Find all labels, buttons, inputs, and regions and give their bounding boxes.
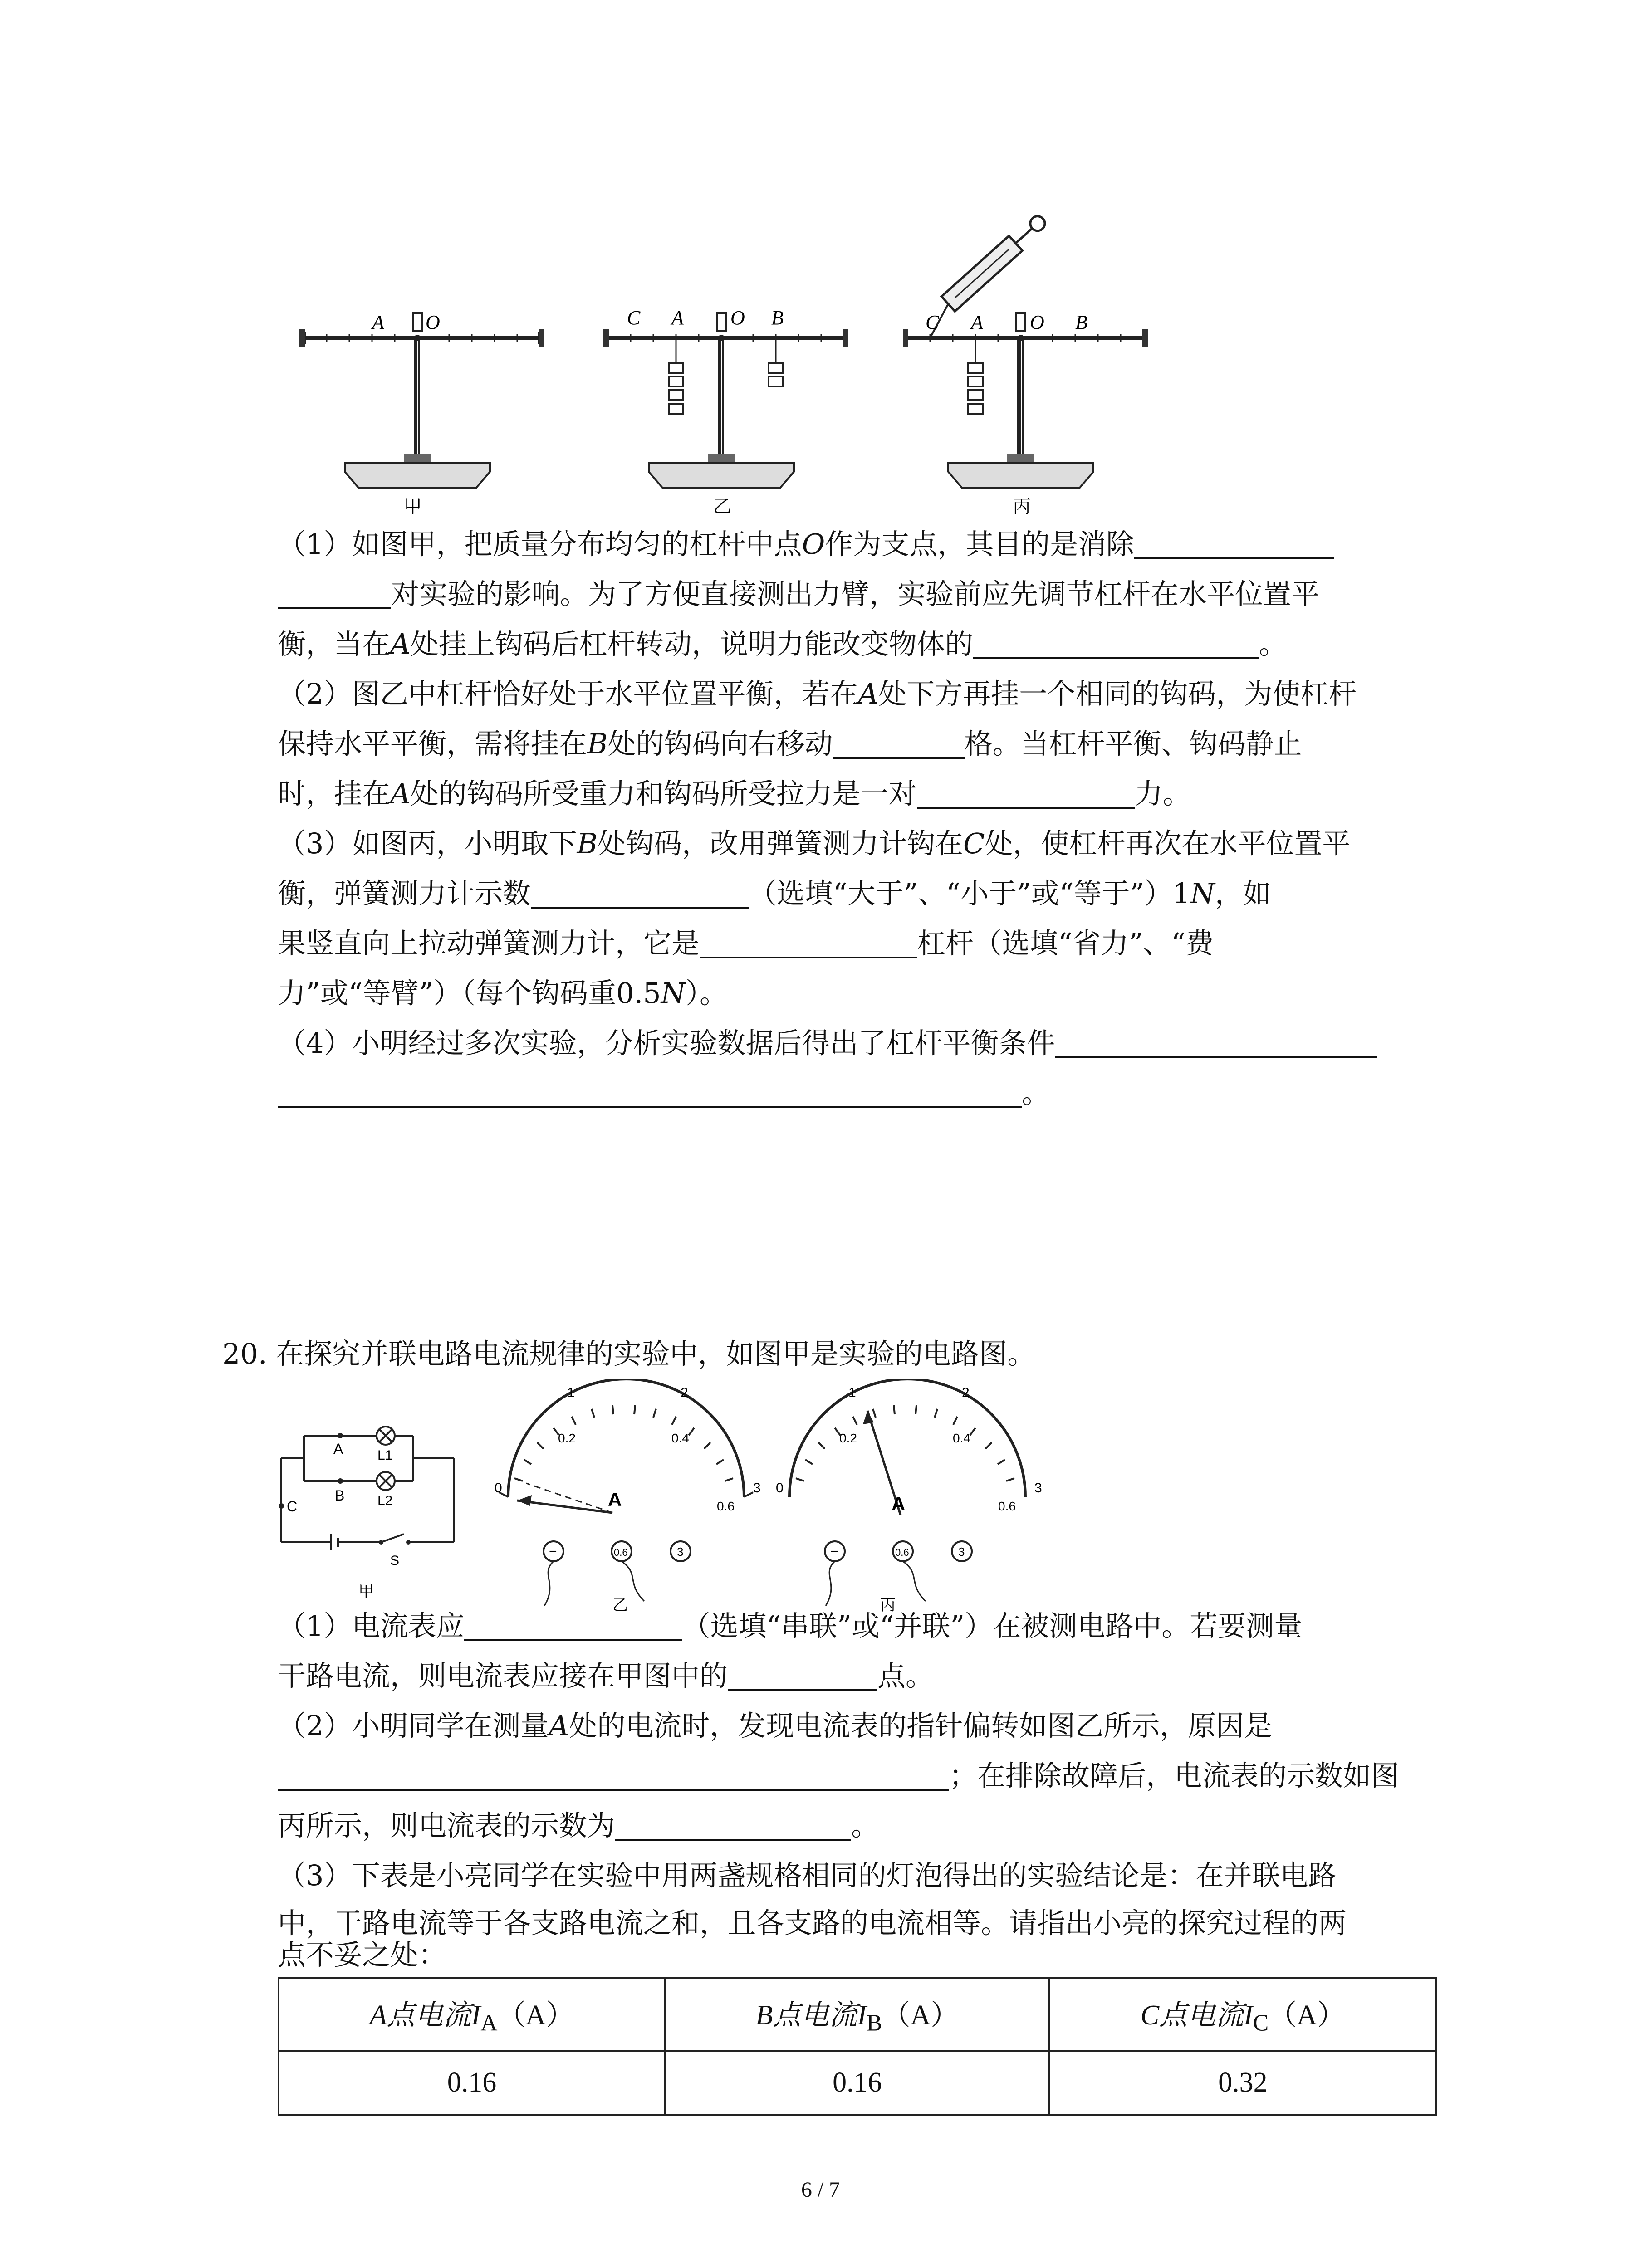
q19-p4-line1: （4）小明经过多次实验，分析实验数据后得出了杠杆平衡条件 xyxy=(278,1025,1377,1061)
bing-tick-3: 3 xyxy=(1034,1481,1042,1496)
answer-blank[interactable] xyxy=(278,1761,949,1791)
answer-blank[interactable] xyxy=(917,779,1135,809)
circuit-label-A: A xyxy=(333,1441,343,1457)
answer-blank[interactable] xyxy=(700,929,917,958)
circuit-label-S: S xyxy=(390,1553,400,1568)
bing-scale-02: 0.2 xyxy=(839,1431,857,1445)
answer-blank[interactable] xyxy=(531,879,749,909)
yi-terminal-06: 0.6 xyxy=(614,1547,628,1558)
q19-p4-line2: 。 xyxy=(278,1075,1050,1111)
bing-label-A: A xyxy=(971,311,983,333)
bing-unit: A xyxy=(892,1493,906,1515)
jia-label-A: A xyxy=(372,311,384,333)
q20-p1-line1: （1）电流表应 （选填“串联”或“并联”）在被测电路中。若要测量 xyxy=(278,1609,1303,1642)
header-B-current: B点电流$I_B(A)$ xyxy=(665,1978,1049,2051)
bing-terminal-06: 0.6 xyxy=(895,1547,909,1558)
yi-neg-terminal: − xyxy=(549,1544,557,1559)
q19-p2-line3: 时，挂在A处的钩码所受重力和钩码所受拉力是一对 力。 xyxy=(278,777,1191,810)
q19-p2-line2: 保持水平平衡，需将挂在B处的钩码向右移动 格。当杠杆平衡、钩码静止 xyxy=(278,727,1302,760)
circuit-label-B: B xyxy=(335,1487,345,1504)
q19-p3-line3: 果竖直向上拉动弹簧测力计，它是 杠杆（选填“省力”、“费 xyxy=(278,927,1214,960)
bing-tick-1: 1 xyxy=(848,1385,856,1400)
bing-label-O: O xyxy=(1030,311,1044,333)
bing-label-B: B xyxy=(1075,311,1087,333)
jia-caption: 甲 xyxy=(404,496,422,517)
yi-terminal-3: 3 xyxy=(677,1545,684,1559)
cell-B-value: 0.16 xyxy=(665,2051,1049,2115)
answer-blank[interactable] xyxy=(278,1078,1022,1108)
yi-label-A: A xyxy=(671,307,684,329)
bing-tick-2: 2 xyxy=(962,1385,970,1400)
circuit-label-L1: L1 xyxy=(377,1448,393,1463)
yi-scale-04: 0.4 xyxy=(671,1431,689,1445)
page-number: 6 / 7 xyxy=(801,2178,840,2202)
figure-jia-lever xyxy=(290,200,572,517)
figure-yi-lever xyxy=(594,200,876,517)
circuit-label-C: C xyxy=(287,1498,298,1515)
yi-meter-caption: 乙 xyxy=(612,1596,628,1614)
bing-tick-0: 0 xyxy=(776,1481,784,1496)
answer-blank[interactable] xyxy=(615,1811,851,1841)
q19-p3-line2: 衡，弹簧测力计示数 （选填“大于”、“小于”或“等于”）1N，如 xyxy=(278,877,1271,910)
q20-p3-line1: （3）下表是小亮同学在实验中用两盏规格相同的灯泡得出的实验结论是：在并联电路 xyxy=(278,1859,1337,1892)
header-C-current: C点电流$I_C(A)$ xyxy=(1049,1978,1436,2051)
yi-caption: 乙 xyxy=(713,496,731,517)
figure-ammeter-yi xyxy=(481,1379,771,1615)
yi-label-O: O xyxy=(730,307,745,329)
yi-unit: A xyxy=(608,1489,622,1510)
bing-label-C: C xyxy=(926,311,939,333)
q20-p3-line3: 点不妥之处： xyxy=(278,1938,447,1971)
cell-C-value: 0.32 xyxy=(1049,2051,1436,2115)
q19-p3-line4: 力”或“等臂”）（每个钩码重0.5N）。 xyxy=(278,977,728,1010)
yi-scale-02: 0.2 xyxy=(558,1431,576,1445)
table-row xyxy=(279,2051,1436,2115)
answer-blank[interactable] xyxy=(833,729,965,759)
yi-tick-3: 3 xyxy=(753,1481,761,1496)
bing-scale-04: 0.4 xyxy=(953,1431,970,1445)
q20-p2-line1: （2）小明同学在测量A处的电流时，发现电流表的指针偏转如图乙所示，原因是 xyxy=(278,1709,1273,1742)
bing-neg-terminal: − xyxy=(830,1544,838,1559)
bing-meter-caption: 丙 xyxy=(880,1596,896,1614)
answer-blank[interactable] xyxy=(464,1611,682,1641)
figure-ammeter-bing xyxy=(762,1379,1053,1615)
answer-blank[interactable] xyxy=(728,1661,877,1691)
bing-terminal-3: 3 xyxy=(958,1545,965,1559)
yi-label-C: C xyxy=(627,307,641,329)
bing-caption: 丙 xyxy=(1013,496,1031,517)
q19-p3-line1: （3）如图丙，小明取下B处钩码，改用弹簧测力计钩在C处，使杠杆再次在水平位置平 xyxy=(278,827,1351,860)
yi-scale-06: 0.6 xyxy=(717,1499,735,1513)
figure-circuit-jia xyxy=(277,1415,467,1606)
q20-p3-line2: 中，干路电流等于各支路电流之和，且各支路的电流相等。请指出小亮的探究过程的两 xyxy=(278,1906,1347,1940)
answer-blank[interactable] xyxy=(278,579,391,609)
yi-tick-0: 0 xyxy=(495,1481,502,1496)
q20-intro: 20. 在探究并联电路电流规律的实验中，如图甲是实验的电路图。 xyxy=(222,1337,1036,1370)
q20-p2-line3: 丙所示，则电流表的示数为 。 xyxy=(278,1809,880,1842)
q19-p1-line1: （1）如图甲，把质量分布均匀的杠杆中点O作为支点，其目的是消除 xyxy=(278,526,1334,562)
bing-scale-06: 0.6 xyxy=(998,1499,1016,1513)
cell-A-value: 0.16 xyxy=(279,2051,665,2115)
answer-blank[interactable] xyxy=(1134,529,1334,559)
yi-tick-2: 2 xyxy=(681,1385,688,1400)
circuit-label-L2: L2 xyxy=(377,1493,393,1508)
figure-bing-lever xyxy=(894,200,1175,517)
yi-label-B: B xyxy=(771,307,784,329)
current-data-table xyxy=(278,1977,1437,2116)
circuit-caption: 甲 xyxy=(358,1583,374,1601)
jia-label-O: O xyxy=(426,311,440,333)
yi-needle xyxy=(517,1501,612,1513)
q19-p1-line3: 衡，当在A处挂上钩码后杠杆转动，说明力能改变物体的 。 xyxy=(278,627,1287,660)
q19-p1-line2: 对实验的影响。为了方便直接测出力臂，实验前应先调节杠杆在水平位置平 xyxy=(278,576,1319,612)
yi-tick-1: 1 xyxy=(567,1385,575,1400)
header-A-current: A点电流$I_A(A)$ xyxy=(279,1978,665,2051)
table-header-row xyxy=(279,1978,1436,2051)
q20-p1-line2: 干路电流，则电流表应接在甲图中的 点。 xyxy=(278,1659,934,1692)
q19-p2-line1: （2）图乙中杠杆恰好处于水平位置平衡，若在A处下方再挂一个相同的钩码，为使杠杆 xyxy=(278,677,1357,710)
answer-blank[interactable] xyxy=(1055,1028,1377,1058)
q20-p2-line2: ；在排除故障后，电流表的示数如图 xyxy=(278,1758,1399,1794)
answer-blank[interactable] xyxy=(973,629,1259,659)
